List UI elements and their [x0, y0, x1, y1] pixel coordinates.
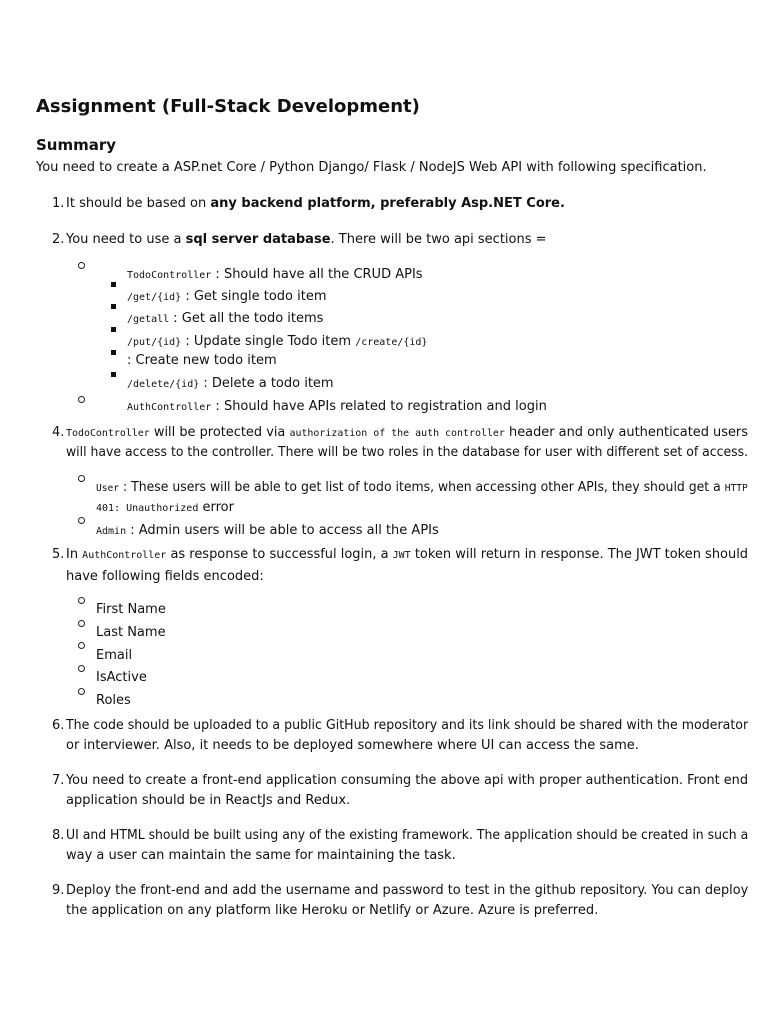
circle-bullet-icon [78, 642, 85, 649]
jwt-field: Email [96, 648, 133, 663]
item-text-line2: the application on any platform like Heroku or Netlify or Azure. Azure is preferred. [66, 903, 599, 918]
jwt-field: IsActive [96, 670, 147, 685]
user-role-line2: 401: Unauthorized error [96, 500, 234, 515]
route-getall: /getall : Get all the todo items [127, 311, 324, 326]
summary-heading: Summary [36, 136, 117, 154]
item-text: It should be based on any backend platform, preferably Asp.NET Core. [66, 196, 565, 211]
item-text-line1: You need to create a front-end application consuming the above api with proper authentication. Front end [66, 773, 748, 788]
route-put: /put/{id} : Update single Todo item /create/{id} [127, 334, 428, 349]
square-bullet-icon [111, 372, 116, 377]
square-bullet-icon [111, 327, 116, 332]
jwt-field: Last Name [96, 625, 166, 640]
route-create: : Create new todo item [127, 353, 277, 368]
user-role-line: User : These users will be able to get list of todo items, when accessing other APIs, they should get a HTTP [96, 480, 748, 495]
item-number: 4. [52, 425, 65, 440]
item-text-line1: In AuthController as response to successful login, a JWT token will return in response. The JWT token should [66, 547, 749, 562]
document-title: Assignment (Full-Stack Development) [36, 96, 420, 117]
square-bullet-icon [111, 304, 116, 309]
circle-bullet-icon [78, 665, 85, 672]
square-bullet-icon [111, 282, 116, 287]
item-text-line1: TodoController will be protected via authorization of the auth controller header and only authenticated users [66, 425, 748, 440]
item-text-line2: or interviewer. Also, it needs to be deployed somewhere where UI can access the same. [66, 738, 639, 753]
item-text-line2: application should be in ReactJs and Redux. [66, 793, 351, 808]
route-delete: /delete/{id} : Delete a todo item [127, 376, 334, 391]
item-text-line2: have following fields encoded: [66, 569, 264, 584]
circle-bullet-icon [78, 262, 85, 269]
circle-bullet-icon [78, 597, 85, 604]
admin-role-line: Admin : Admin users will be able to access all the APIs [96, 523, 439, 538]
item-text-line2: way a user can maintain the same for maintaining the task. [66, 848, 456, 863]
circle-bullet-icon [78, 688, 85, 695]
item-number: 9. [52, 883, 65, 898]
item-number: 2. [52, 232, 65, 247]
intro-text: You need to create a ASP.net Core / Python Django/ Flask / NodeJS Web API with following specification. [36, 160, 707, 175]
circle-bullet-icon [78, 620, 85, 627]
item-text-line1: Deploy the front-end and add the username and password to test in the github repository. You can deploy [66, 883, 749, 898]
item-number: 6. [52, 718, 65, 733]
item-text-line2: will have access to the controller. There will be two roles in the database for user with different set of access. [66, 445, 749, 460]
circle-bullet-icon [78, 475, 85, 482]
item-text-line1: UI and HTML should be built using any of the existing framework. The application should be created in such a [66, 828, 749, 843]
auth-controller-line: AuthController : Should have APIs related to registration and login [127, 399, 547, 414]
circle-bullet-icon [78, 396, 85, 403]
item-number: 5. [52, 547, 65, 562]
route-get: /get/{id} : Get single todo item [127, 289, 327, 304]
jwt-field: First Name [96, 602, 166, 617]
todo-controller-line: TodoController : Should have all the CRUD APIs [127, 267, 423, 282]
circle-bullet-icon [78, 517, 85, 524]
square-bullet-icon [111, 350, 116, 355]
item-number: 7. [52, 773, 65, 788]
item-number: 1. [52, 196, 65, 211]
item-text: You need to use a sql server database. There will be two api sections = [66, 232, 547, 247]
item-number: 8. [52, 828, 65, 843]
jwt-field: Roles [96, 693, 131, 708]
item-text-line1: The code should be uploaded to a public GitHub repository and its link should be shared with the moderator [66, 718, 749, 733]
